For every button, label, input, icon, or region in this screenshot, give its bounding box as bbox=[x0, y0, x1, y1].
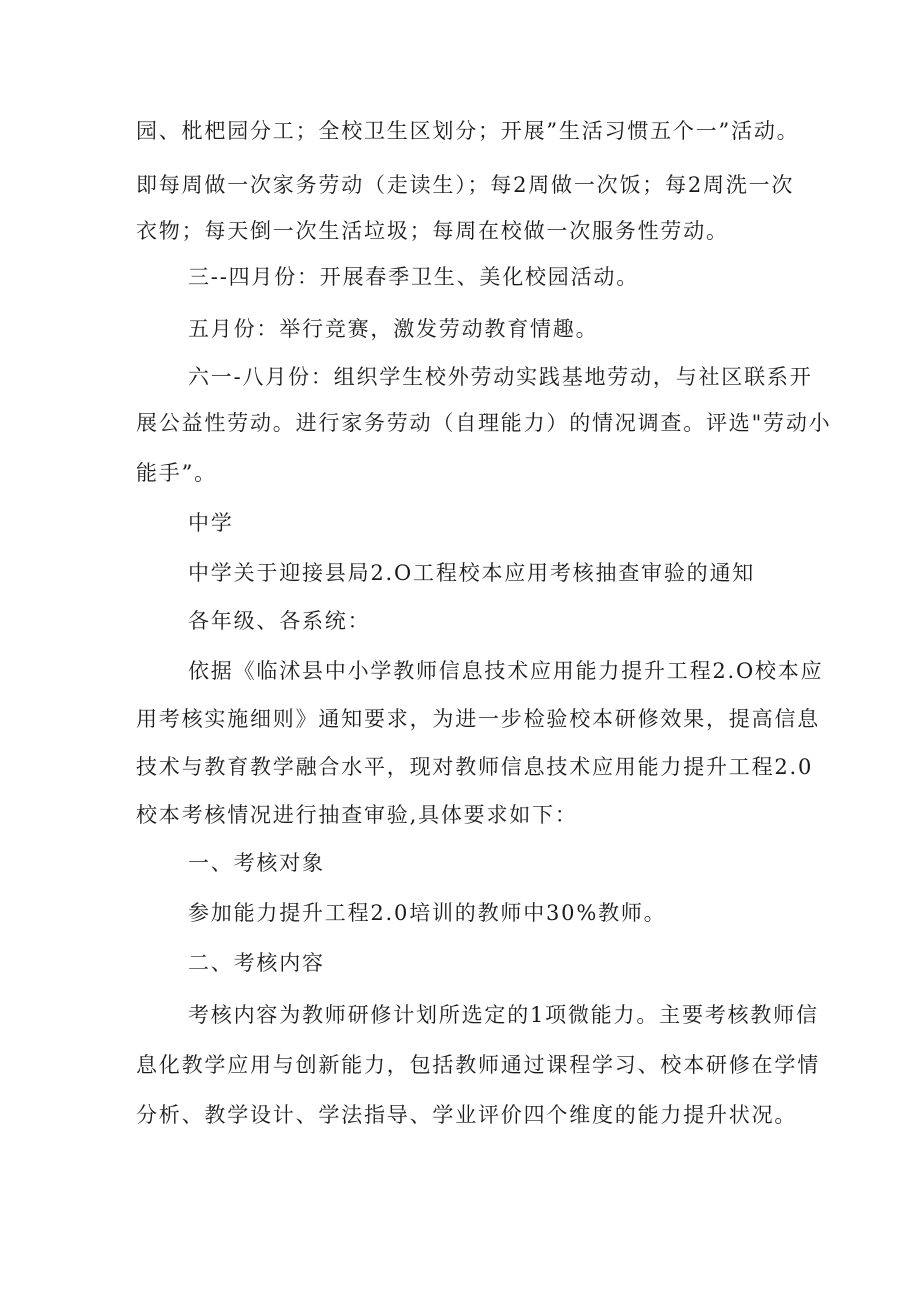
paragraph-line: 校本考核情况进行抽查审验,具体要求如下： bbox=[136, 803, 578, 827]
section-heading: 二、考核内容 bbox=[188, 951, 325, 975]
notice-title: 中学关于迎接县局2.O工程校本应用考核抽查审验的通知 bbox=[188, 561, 756, 585]
paragraph-line: 分析、教学设计、学法指导、学业评价四个维度的能力提升状况。 bbox=[136, 1103, 798, 1127]
paragraph-line: 依据《临沭县中小学教师信息技术应用能力提升工程2.O校本应 bbox=[188, 659, 824, 683]
salutation: 各年级、各系统： bbox=[188, 609, 371, 633]
paragraph-line: 五月份：举行竞赛，激发劳动教育情趣。 bbox=[188, 317, 599, 341]
paragraph-line: 即每周做一次家务劳动（走读生）；每2周做一次饭；每2周洗一次 bbox=[136, 173, 795, 197]
paragraph-line: 技术与教育教学融合水平，现对教师信息技术应用能力提升工程2.0 bbox=[136, 755, 814, 779]
paragraph-line: 考核内容为教师研修计划所选定的1项微能力。主要考核教师信 bbox=[188, 1003, 819, 1027]
paragraph-line: 三--四月份：开展春季卫生、美化校园活动。 bbox=[188, 265, 639, 289]
paragraph-line: 衣物；每天倒一次生活垃圾；每周在校做一次服务性劳动。 bbox=[136, 219, 729, 243]
paragraph-line: 用考核实施细则》通知要求，为进一步检验校本研修效果，提高信息 bbox=[136, 707, 820, 731]
paragraph-line: 展公益性劳动。进行家务劳动（自理能力）的情况调查。评选"劳动小 bbox=[136, 411, 832, 435]
paragraph-line: 六一-八月份：组织学生校外劳动实践基地劳动，与社区联系开 bbox=[188, 365, 813, 389]
section-heading: 一、考核对象 bbox=[188, 851, 325, 875]
paragraph-line: 息化教学应用与创新能力，包括教师通过课程学习、校本研修在学情 bbox=[136, 1053, 820, 1077]
paragraph-line: 园、枇杷园分工；全校卫生区划分；开展”生活习惯五个一”活动。 bbox=[136, 119, 800, 143]
paragraph-line: 参加能力提升工程2.0培训的教师中30%教师。 bbox=[188, 901, 667, 925]
section-heading: 中学 bbox=[188, 511, 234, 535]
paragraph-line: 能手”。 bbox=[136, 461, 217, 485]
